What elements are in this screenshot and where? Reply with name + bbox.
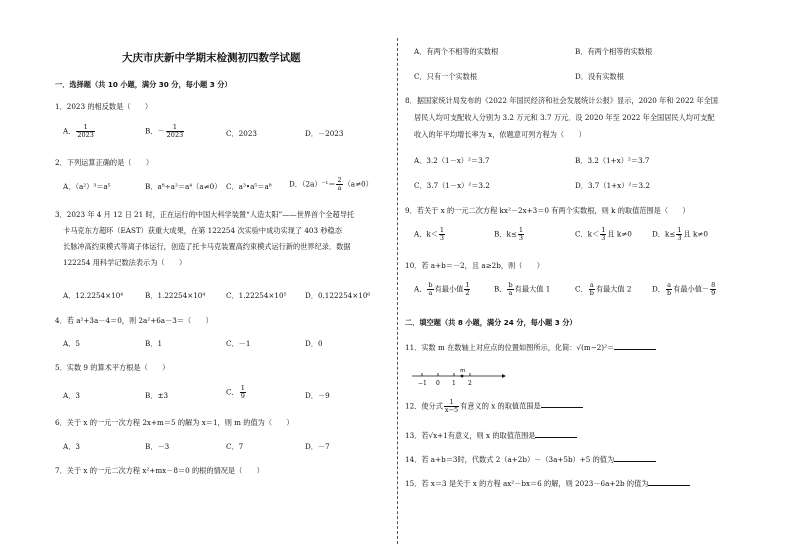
q13-expression: √x+1 <box>428 431 448 440</box>
q6-option-c: C．7 <box>226 442 244 451</box>
q13-answer-blank <box>535 430 577 438</box>
tick-label: 1 <box>452 380 456 387</box>
q1-option-b: B．－ $\frac{1}{2023}$ <box>145 123 184 139</box>
q3-line2: 卡马克东方超环（EAST）获重大成果，在第 122254 次实验中成功实现了 403 秒稳态 <box>63 226 342 235</box>
q9-option-d: D．k≤ $\frac{1}{3}$ 且 k≠0 <box>652 226 708 242</box>
q3-line4: 122254 用科学记数法表示为（ ） <box>63 258 187 267</box>
page-title: 大庆市庆新中学期末检测初四数学试题 <box>122 52 301 64</box>
q8-option-d: D．3.7（1+x）²＝3.2 <box>575 181 650 190</box>
tick-label: 0 <box>436 380 440 387</box>
m-point <box>461 375 464 378</box>
q11-stem: 11．实数 m 在数轴上对应点的位置如图所示，化简：√(m−2)²＝ <box>405 342 656 352</box>
q9-option-c: C．k＜ $\frac{1}{3}$ 且 k≠0 <box>575 226 632 242</box>
q9-option-a: A．k＜ $\frac{1}{3}$ <box>414 226 445 242</box>
q9-stem: 9．若关于 x 的一元二次方程 kx²－2x+3＝0 有两个实数根，则 k 的取值范围是（ ） <box>405 206 690 215</box>
q10-option-d: D． $\frac{a}{b}$ 有最小值－ $\frac{8}{9}$ <box>652 281 716 297</box>
q8-option-b: B．3.2（1+x）²＝3.7 <box>575 156 650 165</box>
q2-option-c: C．a³•a⁵＝a⁸ <box>226 182 272 191</box>
q7-option-c: C．只有一个实数根 <box>414 72 478 81</box>
q4-option-a: A．5 <box>63 339 80 348</box>
q10-stem: 10．若 a+b＝－2，且 a≥2b，则（ ） <box>405 261 544 270</box>
q5-option-d: D．－9 <box>305 391 330 400</box>
q7-option-a: A．有两个不相等的实数根 <box>414 47 499 56</box>
q1-stem: 1．2023 的相反数是（ ） <box>55 102 153 111</box>
q5-option-b: B．±3 <box>145 391 169 400</box>
q3-line3: 长脉冲高约束模式等离子体运行，创造了托卡马克装置高约束模式运行新的世界纪录．数据 <box>63 242 351 251</box>
q6-option-b: B．－3 <box>145 442 170 451</box>
q15-answer-blank <box>648 478 690 486</box>
q5-option-a: A．3 <box>63 391 80 400</box>
q3-option-b: B．1.22254×10⁴ <box>145 291 206 300</box>
q10-option-c: C． $\frac{a}{b}$ 有最大值 2 <box>575 281 632 297</box>
q7-stem: 7．关于 x 的一元二次方程 x²+mx－8＝0 的根的情况是（ ） <box>55 466 264 475</box>
q1-option-c: C．2023 <box>226 129 257 138</box>
q12-answer-blank <box>541 400 583 408</box>
q13-stem: 13．若√x+1有意义，则 x 的取值范围是 <box>405 430 577 440</box>
q4-stem: 4．若 a²+3a－4＝0，则 2a²+6a－3＝（ ） <box>55 316 213 325</box>
q11-answer-blank <box>614 342 656 350</box>
q8-option-c: C．3.7（1－x）²＝3.2 <box>414 181 490 190</box>
section-choice-heading: 一．选择题（共 10 小题，满分 30 分，每小题 3 分） <box>55 80 232 89</box>
q10-option-a: A． $\frac{b}{a}$ 有最小值 $\frac{1}{2}$ <box>414 281 470 297</box>
q15-stem: 15．若 x＝3 是关于 x 的方程 ax²－bx＝6 的解，则 2023－6a+2b 的值为 <box>405 478 690 488</box>
q2-option-a: A．（a²）³＝a⁵ <box>63 182 111 191</box>
column-divider <box>397 38 398 544</box>
q9-option-b: B．k≤ $\frac{1}{3}$ <box>494 226 523 242</box>
q10-option-b: B． $\frac{b}{a}$ 有最大值 1 <box>494 281 551 297</box>
tick-label: −1 <box>418 380 427 387</box>
q3-option-c: C．1.22254×10⁵ <box>226 291 287 300</box>
q8-option-a: A．3.2（1－x）²＝3.7 <box>414 156 490 165</box>
q3-option-a: A．12.2254×10⁴ <box>63 291 124 300</box>
q5-stem: 5．实数 9 的算术平方根是（ ） <box>55 363 170 372</box>
q4-option-c: C．－1 <box>226 339 251 348</box>
q1-option-a: A． $\frac{1}{2023}$ <box>63 123 94 139</box>
q2-stem: 2．下列运算正确的是（ ） <box>55 158 154 167</box>
q2-option-b: B．a⁸÷a²＝a⁴（a≠0） <box>145 182 222 191</box>
section-fill-heading: 二．填空题（共 8 小题，满分 24 分，每小题 3 分） <box>405 318 577 327</box>
q6-option-d: D．－7 <box>305 442 330 451</box>
q7-option-d: D．没有实数根 <box>575 72 624 81</box>
q8-line2: 居民人均可支配收入分别为 3.2 万元和 3.7 万元．设 2020 年至 2022 年全国居民人均可支配 <box>414 113 715 122</box>
q7-option-b: B．有两个相等的实数根 <box>575 47 653 56</box>
q6-stem: 6．关于 x 的一元一次方程 2x+m＝5 的解为 x＝1，则 m 的值为（ ） <box>55 418 294 427</box>
q14-stem: 14．若 a+b＝3时，代数式 2（a+2b）－（3a+5b）+5 的值为 <box>405 454 656 464</box>
q4-option-d: D．0 <box>305 339 323 348</box>
q14-answer-blank <box>614 454 656 462</box>
q1-option-d: D．－2023 <box>305 129 344 138</box>
q11-expression: √(m−2)²＝ <box>576 343 615 352</box>
q6-option-a: A．3 <box>63 442 80 451</box>
q8-line1: 8．据国家统计局发布的《2022 年国民经济和社会发展统计公报》显示，2020 年和 2022 年全国 <box>405 96 718 105</box>
number-line-figure <box>410 368 510 390</box>
q5-option-c: C． $\frac{1}{9}$ <box>226 384 245 400</box>
q4-option-b: B．1 <box>145 339 163 348</box>
q3-option-d: D．0.122254×10⁶ <box>305 291 371 300</box>
q3-line1: 3．2023 年 4 月 12 日 21 时，正在运行的中国大科学装置“人造太阳”——世界首个全超导托 <box>55 210 355 219</box>
q8-line3: 收入的年平均增长率为 x，依题意可列方程为（ ） <box>414 130 586 139</box>
tick-label: 2 <box>468 380 472 387</box>
q12-stem: 12．使分式 $\frac{1}{x-5}$ 有意义的 x 的取值范围是 <box>405 399 583 414</box>
q2-option-d: D．（2a）⁻¹＝ $\frac{2}{a}$ （a≠0） <box>289 176 373 192</box>
m-label: m <box>460 368 466 374</box>
